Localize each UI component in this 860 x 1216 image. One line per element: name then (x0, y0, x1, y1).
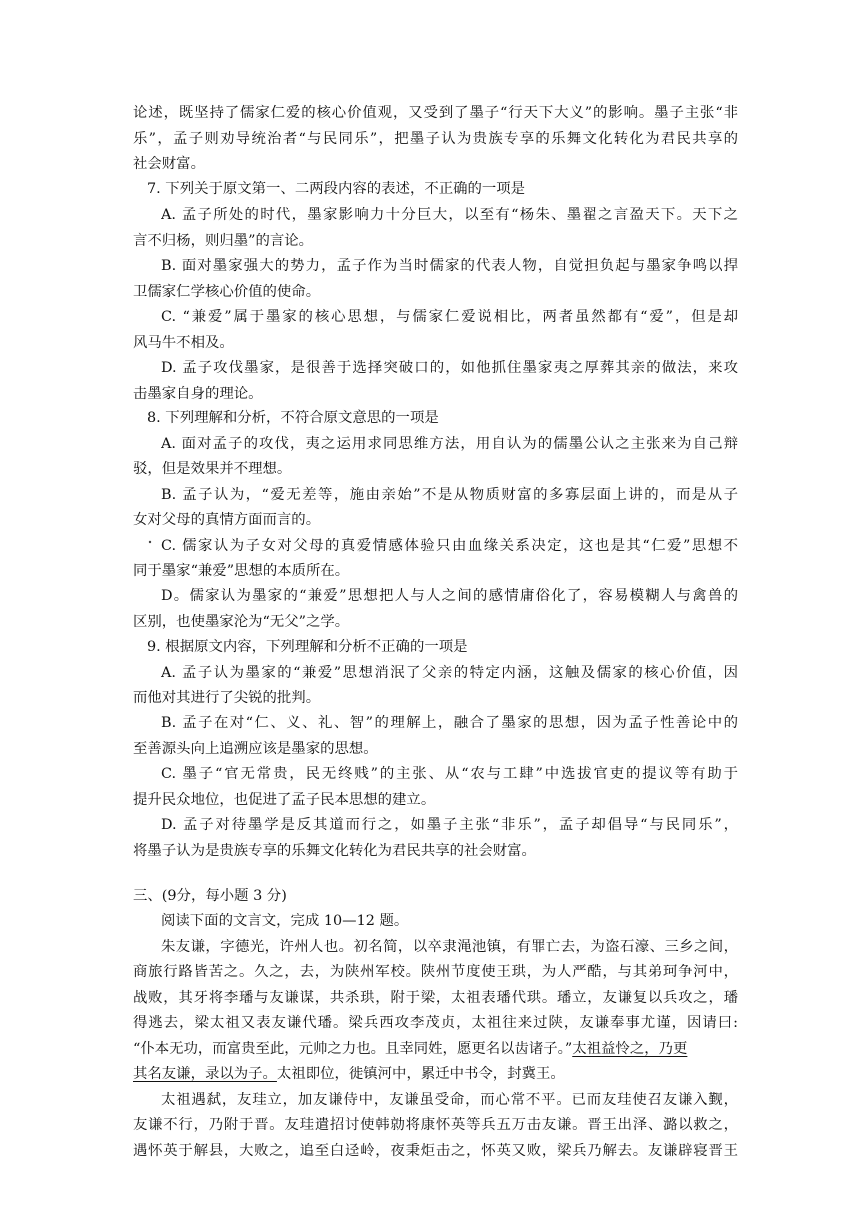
text-line: 区别，也使墨家沦为“无父”之学。 (133, 614, 350, 630)
text-line: 至善源头向上追溯应该是墨家的思想。 (133, 741, 378, 757)
text-line: 而他对其进行了尖锐的批判。 (133, 690, 321, 706)
passage-line: 朱友谦，字德光，许州人也。初名简，以卒隶渑池镇，有罪亡去，为盗石濠、三乡之间， (161, 939, 738, 955)
option-9a: A. 孟子认为墨家的“兼爱”思想消泯了父亲的特定内涵，这触及儒家的核心价值，因 (161, 665, 738, 681)
text-line: 卫儒家仁学核心价值的使命。 (133, 284, 321, 300)
text-line: 击墨家自身的理论。 (133, 386, 263, 402)
passage-line: 战败，其牙将李璠与友谦谋，共杀珙，附于梁，太祖表璠代珙。璠立，友谦复以兵攻之，璠 (133, 990, 738, 1006)
passage-text: 太祖即位，徙镇河中，累迁中书令，封冀王。 (276, 1066, 565, 1082)
section-three-heading: 三、(9分，每小题 3 分) (133, 888, 287, 904)
stray-dot-mark (148, 540, 152, 544)
text-line: 女对父母的真情方面而言的。 (133, 512, 321, 528)
question-7-stem: 7. 下列关于原文第一、二两段内容的表述，不正确的一项是 (147, 181, 526, 197)
text-line: 社会财富。 (133, 156, 205, 172)
underlined-sentence-part-2: 其名友谦，录以为子。 (133, 1066, 277, 1082)
option-9b: B. 孟子在对“仁、义、礼、智”的理解上，融合了墨家的思想，因为孟子性善论中的 (161, 715, 738, 731)
option-8d: D。儒家认为墨家的“兼爱”思想把人与人之间的感情庸俗化了，容易模糊人与禽兽的 (161, 588, 738, 604)
passage-line: 遇怀英于解县，大败之，追至白迳岭，夜秉炬击之，怀英又败，梁兵乃解去。友谦辟寝晋王 (133, 1143, 738, 1159)
option-7c: C. “兼爱”属于墨家的核心思想，与儒家仁爱说相比，两者虽然都有“爱”，但是却 (161, 309, 738, 325)
option-7d: D. 孟子攻伐墨家，是很善于选择突破口的，如他抓住墨家夷之厚葬其亲的做法，来攻 (161, 360, 738, 376)
option-8a: A. 面对孟子的攻伐，夷之运用求同思维方法，用自认为的儒墨公认之主张来为自己辩 (161, 436, 738, 452)
passage-line: 商旅行路皆苦之。久之，去，为陕州军校。陕州节度使王珙，为人严酷，与其弟珂争河中， (133, 964, 738, 980)
text-line: 将墨子认为是贵族专享的乐舞文化转化为君民共享的社会财富。 (133, 843, 536, 859)
option-7a: A. 孟子所处的时代，墨家影响力十分巨大，以至有“杨朱、墨翟之言盈天下。天下之 (161, 207, 738, 223)
text-line: 言不归杨，则归墨”的言论。 (133, 233, 314, 249)
question-9-stem: 9. 根据原文内容，下列理解和分析不正确的一项是 (147, 639, 468, 655)
text-line: 风马牛不相及。 (133, 335, 234, 351)
text-line: 论述，既坚持了儒家仁爱的核心价值观，又受到了墨子“行天下大义”的影响。墨子主张“非 (133, 105, 738, 121)
underlined-sentence-part-1: 太祖益怜之，乃更 (572, 1041, 688, 1057)
passage-line: 太祖遇弑，友珪立，加友谦侍中，友谦虽受命，而心常不平。已而友珪使召友谦入觐， (161, 1092, 738, 1108)
passage-quote: “仆本无功，而富贵至此，元帅之力也。且幸同姓，愿更名以齿诸子。” (133, 1041, 573, 1057)
question-8-stem: 8. 下列理解和分析，不符合原文意思的一项是 (147, 410, 439, 426)
text-line: 乐”，孟子则劝导统治者“与民同乐”，把墨子认为贵族专享的乐舞文化转化为君民共享的 (133, 131, 738, 147)
section-instruction: 阅读下面的文言文，完成 10—12 题。 (161, 913, 409, 929)
option-7b: B. 面对墨家强大的势力，孟子作为当时儒家的代表人物，自觉担负起与墨家争鸣以捍 (161, 258, 738, 274)
passage-line (133, 1062, 738, 1086)
option-9d: D. 孟子对待墨学是反其道而行之，如墨子主张“非乐”，孟子却倡导“与民同乐”， (161, 817, 738, 833)
text-line: 提升民众地位，也促进了孟子民本思想的建立。 (133, 792, 436, 808)
passage-line (133, 1037, 738, 1061)
text-line: 同于墨家“兼爱”思想的本质所在。 (133, 563, 350, 579)
option-8b: B. 孟子认为，“爱无差等，施由亲始”不是从物质财富的多寡层面上讲的，而是从子 (161, 487, 738, 503)
option-8c: C. 儒家认为子女对父母的真爱情感体验只由血缘关系决定，这也是其“仁爱”思想不 (161, 538, 738, 554)
passage-line: 友谦不行，乃附于晋。友珪遣招讨使韩勍将康怀英等兵五万击友谦。晋王出泽、潞以救之， (133, 1117, 738, 1133)
option-9c: C. 墨子“官无常贵，民无终贱”的主张、从“农与工肆”中选拔官吏的提议等有助于 (161, 766, 738, 782)
text-line: 驳，但是效果并不理想。 (133, 461, 292, 477)
passage-line: 得逃去，梁太祖又表友谦代璠。梁兵西攻李茂贞，太祖往来过陕，友谦奉事尤谨，因请曰: (133, 1015, 738, 1031)
